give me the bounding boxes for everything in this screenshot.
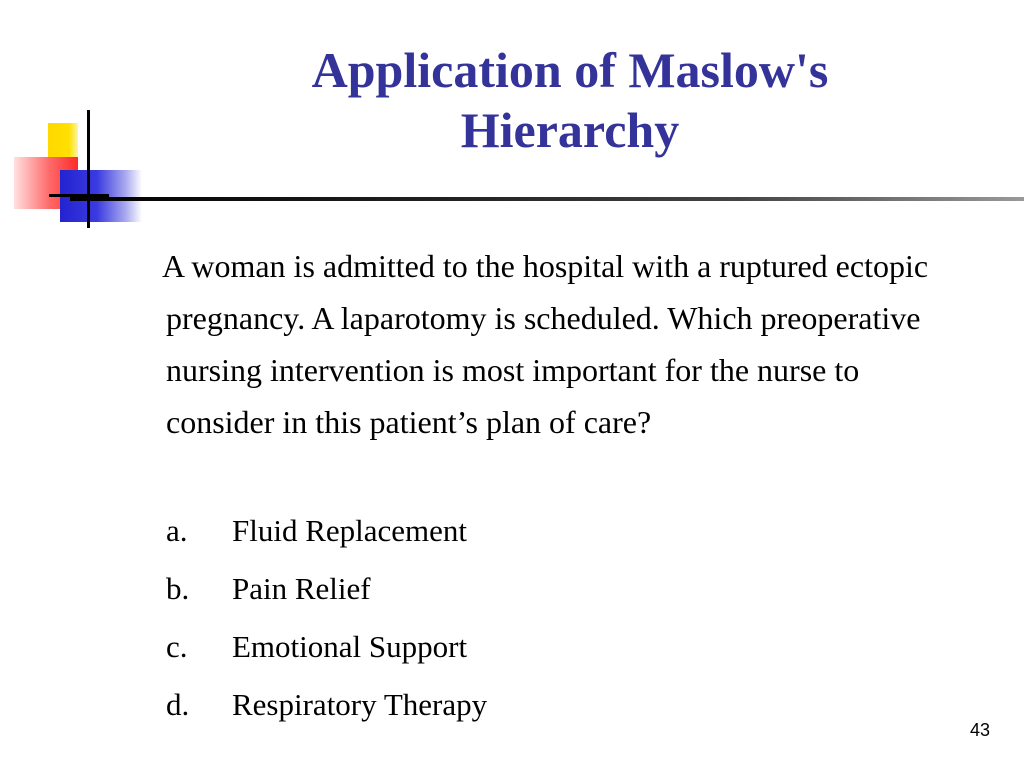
option-text: Pain Relief <box>232 571 371 606</box>
option-d <box>166 676 766 734</box>
slide-decoration <box>0 0 240 240</box>
page-number: 43 <box>969 720 990 740</box>
slide-title: Application of Maslow's Hierarchy <box>311 42 829 158</box>
option-text: Fluid Replacement <box>232 513 468 548</box>
option-text: Respiratory Therapy <box>232 687 488 722</box>
option-text: Emotional Support <box>232 629 468 664</box>
title-divider <box>70 197 1024 201</box>
question-text: A woman is admitted to the hospital with a ruptured ectopic pregnancy. A laparotomy is scheduled. Which preoperative nursing intervention is most important for the nurse to consider in this patient’s plan of care? <box>162 248 929 440</box>
option-letter: b. <box>166 571 190 606</box>
vertical-rule <box>87 110 90 228</box>
answer-options <box>166 502 766 734</box>
option-b <box>166 560 766 618</box>
option-c <box>166 618 766 676</box>
option-letter: a. <box>166 513 188 548</box>
option-letter: d. <box>166 687 190 722</box>
option-letter: c. <box>166 629 188 664</box>
option-a <box>166 502 766 560</box>
